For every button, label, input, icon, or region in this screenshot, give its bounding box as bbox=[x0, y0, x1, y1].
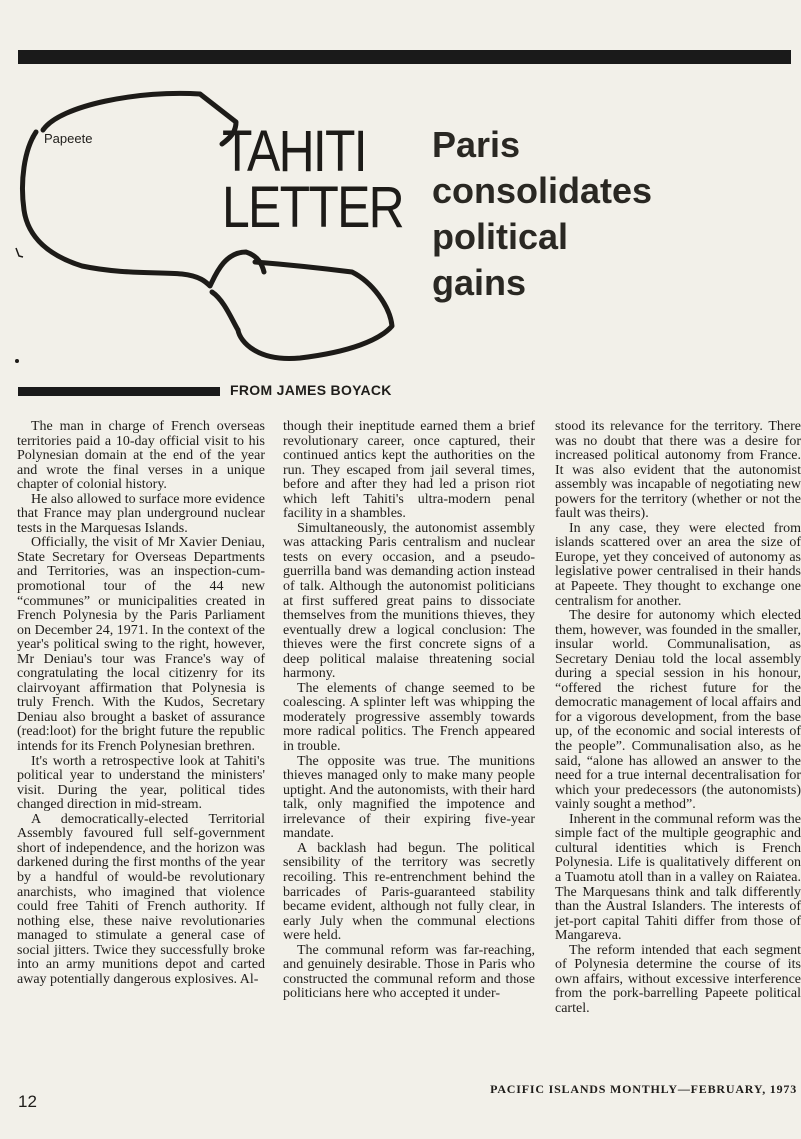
text-column-1 bbox=[17, 420, 265, 987]
masthead-line-1: TAHITI bbox=[222, 119, 366, 184]
byline: FROM JAMES BOYACK bbox=[230, 382, 392, 398]
paragraph: A democratically-elected Territorial Assembly favoured full self-government short of independence, and the horizon was darkened during the first months of the year by a handful of would-be revolutionary anarchists, who imagined that violence could free Tahiti of French authority. If nothing else, these naive revolutionaries managed to stimulate a general case of social jitters. Twice they successfully broke into an army munitions depot and carted away potentially dangerous explosives. Al- bbox=[17, 811, 265, 987]
headline-line-1: Paris bbox=[432, 124, 521, 165]
map-place-label: Papeete bbox=[44, 131, 93, 146]
paragraph: though their ineptitude earned them a brief revolutionary career, once captured, their continued antics kept the authorities on the run. They escaped from jail several times, before and after they had led a prison riot which left Tahiti's ultra-modern penal facility in a shambles. bbox=[283, 419, 535, 522]
headline-line-3: political bbox=[432, 216, 569, 257]
byline-rule bbox=[18, 387, 220, 396]
masthead-title bbox=[222, 119, 403, 240]
article-headline bbox=[432, 122, 652, 306]
page-number: 12 bbox=[18, 1092, 37, 1111]
paragraph: It's worth a retrospective look at Tahiti's political year to understand the ministers' visit. During the year, political tides changed direction in mid-stream. bbox=[17, 753, 265, 813]
paragraph: The reform intended that each segment of Polynesia determine the course of its own affairs, without excessive interference from the pork-barrelling Papeete political cartel. bbox=[555, 942, 801, 1016]
paragraph: The opposite was true. The munitions thieves managed only to make many people uptight. And the autonomists, with their hard talk, only magnified the impotence and irrelevance of their expiring five-year mandate. bbox=[283, 753, 535, 842]
paragraph: The man in charge of French overseas territories paid a 10-day official visit to his Polynesian domain at the end of the year and wrote the final verses in a unique chapter of colonial history. bbox=[17, 419, 265, 493]
paragraph: stood its relevance for the territory. There was no doubt that there was a desire for increased political autonomy from France. It was also evident that the autonomist assembly was incapable of negotiating new powers for the territory (whether or not the fault was theirs). bbox=[555, 419, 801, 522]
headline-line-4: gains bbox=[432, 262, 527, 303]
paragraph: The desire for autonomy which elected them, however, was founded in the smaller, insular world. Communalisation, as Secretary Deniau told the local assembly during a special session in his honour, “offered the richest future for the democratic management of local affairs and for a vigorous development, from the base up, of the economic and social interests of the people”. Communalisation also, as he said, “alone has allowed an answer to the need for a true internal decentralisation for which your predecessors (the autonomists) vainly sought a method”. bbox=[555, 608, 801, 813]
paragraph: Simultaneously, the autonomist assembly was attacking Paris centralism and nuclear tests on every occasion, and a pseudo-guerrilla band was demanding action instead of talk. Although the autonomist politicians at first suffered great pains to dissociate themselves from the munitions thieves, they eventually drew a logical conclusion: The thieves were the first concrete signs of a deep political malaise threatening social harmony. bbox=[283, 520, 535, 682]
text-column-3 bbox=[555, 420, 801, 1016]
paragraph: A backlash had begun. The political sensibility of the territory was secretly recoiling. This re-entrenchment behind the barricades of Paris-guaranteed stability became evident, although not fully clear, in early July when the communal elections were held. bbox=[283, 840, 535, 944]
running-footer: PACIFIC ISLANDS MONTHLY—FEBRUARY, 1973 bbox=[490, 1082, 797, 1096]
paragraph: He also allowed to surface more evidence that France may plan underground nuclear tests in the Marquesas Islands. bbox=[17, 491, 266, 536]
paragraph: The communal reform was far-reaching, and genuinely desirable. Those in Paris who constructed the communal reform and those politicians here who accepted it under- bbox=[283, 942, 535, 1002]
headline-line-2: consolidates bbox=[432, 170, 653, 211]
masthead-line-2: LETTER bbox=[222, 175, 403, 240]
text-column-2 bbox=[283, 420, 535, 1002]
paragraph: In any case, they were elected from islands scattered over an area the size of Europe, yet they conceived of autonomy as legislative power centralised in their hands at Papeete. They thought to exchange one centralism for another. bbox=[555, 520, 801, 609]
paragraph: The elements of change seemed to be coalescing. A splinter left was whipping the moderately progressive assembly towards more radical politics. The French appeared in trouble. bbox=[283, 680, 535, 755]
paragraph: Inherent in the communal reform was the simple fact of the multiple geographic and cultural identities which is French Polynesia. Life is qualitatively different on a Tuamotu atoll than in a valley on Raiatea. The Marquesans think and talk differently than the Austral Islanders. The interests of jet-port capital Tahiti differ from those of Mangareva. bbox=[555, 811, 801, 944]
paragraph: Officially, the visit of Mr Xavier Deniau, State Secretary for Overseas Departments and Territories, was an inspection-cum-promotional tour of the 44 new “communes” or municipalities created in French Polynesia by the Paris Parliament on December 24, 1971. In the context of the year's political swing to the right, however, Mr Deniau's tour was France's way of congratulating the local citizenry for its clairvoyant affirmation that Polynesia is truly French. With the Kudos, Secretary Deniau also brought a basket of assurance (read:loot) for the bright future the republic intends for its French Polynesian brethren. bbox=[17, 535, 265, 755]
